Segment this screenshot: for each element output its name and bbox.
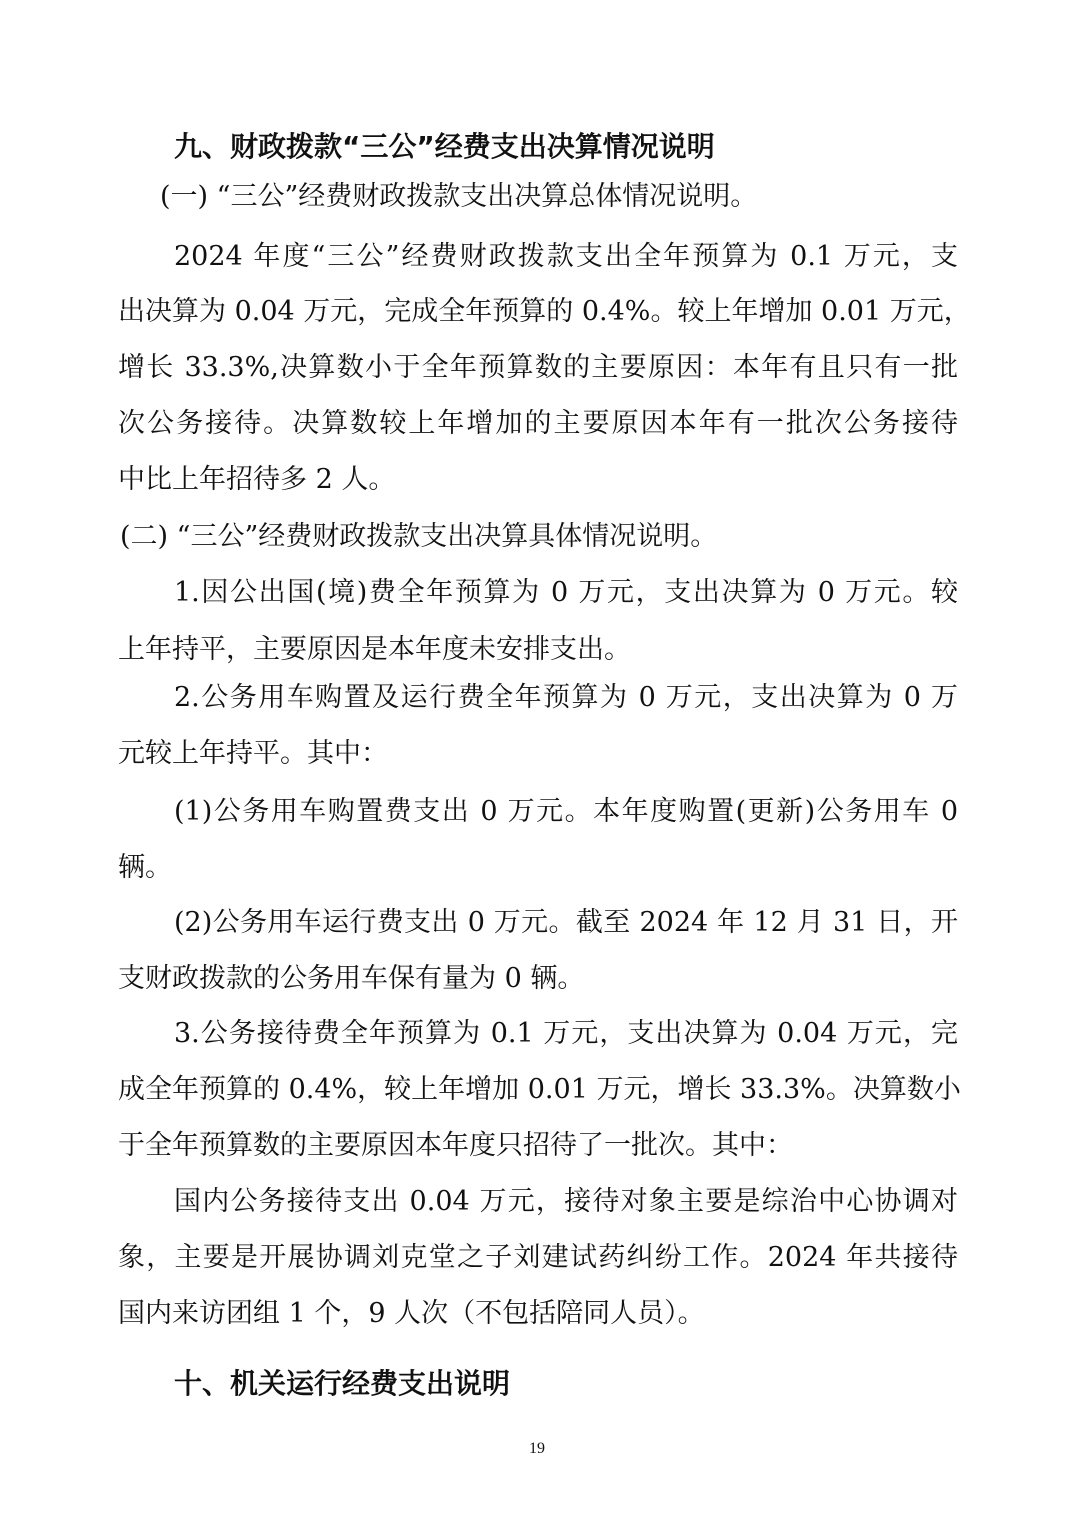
paragraph-line: 2024 年度“三公”经费财政拨款支出全年预算为 0.1 万元，支 bbox=[174, 241, 958, 272]
paragraph-line: 元较上年持平。其中： bbox=[118, 738, 388, 769]
paragraph-line: 1.因公出国(境)费全年预算为 0 万元，支出决算为 0 万元。较 bbox=[174, 577, 958, 608]
section-10-title: 十、机关运行经费支出说明 bbox=[174, 1367, 511, 1400]
paragraph-line: 成全年预算的 0.4%，较上年增加 0.01 万元，增长 33.3%。决算数小 bbox=[118, 1074, 961, 1105]
paragraph-line: (2)公务用车运行费支出 0 万元。截至 2024 年 12 月 31 日，开 bbox=[174, 907, 958, 938]
paragraph-line: 国内公务接待支出 0.04 万元，接待对象主要是综治中心协调对 bbox=[174, 1186, 958, 1217]
paragraph-line: 国内来访团组 1 个，9 人次（不包括陪同人员）。 bbox=[118, 1298, 705, 1329]
paragraph-line: 2.公务用车购置及运行费全年预算为 0 万元，支出决算为 0 万 bbox=[174, 682, 958, 713]
paragraph-line: 辆。 bbox=[118, 852, 172, 883]
paragraph-line: 出决算为 0.04 万元，完成全年预算的 0.4%。较上年增加 0.01 万元， bbox=[118, 296, 971, 327]
paragraph-line: 中比上年招待多 2 人。 bbox=[118, 464, 396, 495]
subsection-2-title: (二) “三公”经费财政拨款支出决算具体情况说明。 bbox=[120, 521, 718, 552]
paragraph-line: 象，主要是开展协调刘克堂之子刘建试药纠纷工作。2024 年共接待 bbox=[118, 1242, 958, 1273]
paragraph-line: 次公务接待。决算数较上年增加的主要原因本年有一批次公务接待 bbox=[118, 408, 958, 439]
paragraph-line: 于全年预算数的主要原因本年度只招待了一批次。其中： bbox=[118, 1130, 793, 1161]
paragraph-line: (1)公务用车购置费支出 0 万元。本年度购置(更新)公务用车 0 bbox=[174, 796, 958, 827]
paragraph-line: 增长 33.3%,决算数小于全年预算数的主要原因：本年有且只有一批 bbox=[118, 352, 958, 383]
page-number: 19 bbox=[529, 1440, 545, 1457]
subsection-1-title: (一) “三公”经费财政拨款支出决算总体情况说明。 bbox=[160, 181, 758, 212]
section-9-title: 九、财政拨款“三公”经费支出决算情况说明 bbox=[174, 130, 715, 163]
paragraph-line: 上年持平，主要原因是本年度未安排支出。 bbox=[118, 634, 631, 665]
paragraph-line: 3.公务接待费全年预算为 0.1 万元，支出决算为 0.04 万元，完 bbox=[174, 1018, 958, 1049]
paragraph-line: 支财政拨款的公务用车保有量为 0 辆。 bbox=[118, 963, 585, 994]
